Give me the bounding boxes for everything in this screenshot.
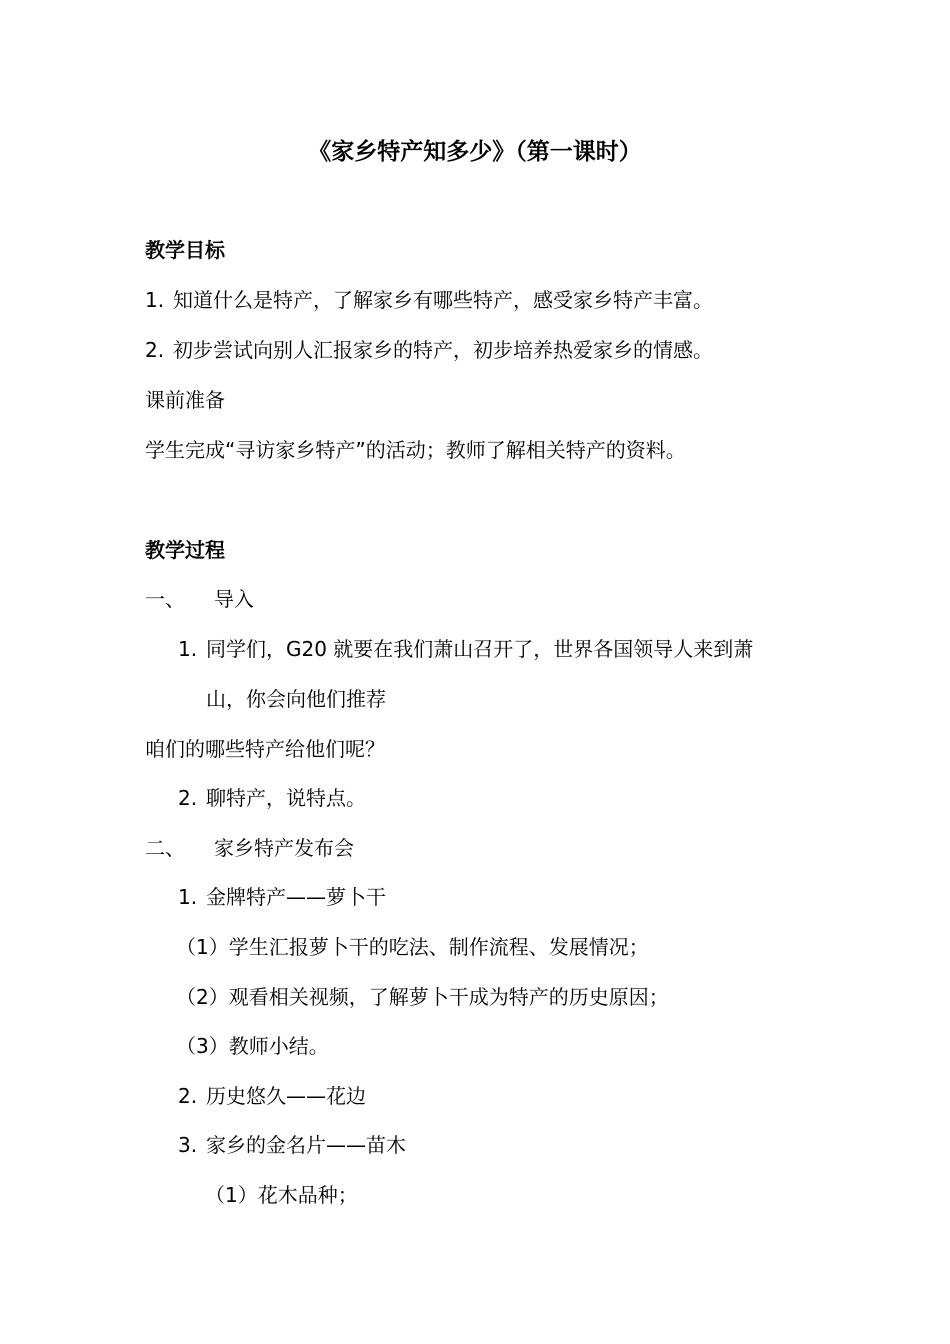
section-label: 导入: [214, 587, 254, 611]
section-2-item-1-sub-3: [176, 1034, 329, 1058]
item-number: 2.: [178, 1084, 198, 1108]
item-number: 1.: [178, 885, 198, 909]
section-number: 二、: [145, 836, 185, 860]
section-2-item-1-sub-1: [176, 935, 649, 959]
item-text: 同学们，G20 就要在我们萧山召开了，世界各国领导人来到萧: [206, 637, 754, 661]
document-title: 《家乡特产知多少》（第一课时）: [308, 139, 642, 165]
goal-item-text: 初步尝试向别人汇报家乡的特产，初步培养热爱家乡的情感。: [173, 338, 713, 362]
goal-item-2: [145, 338, 713, 362]
section-2-item-1: [178, 885, 386, 909]
sub-item-text: 学生汇报萝卜干的吃法、制作流程、发展情况；: [228, 935, 649, 959]
goal-item-1: [145, 288, 713, 312]
section-label: 家乡特产发布会: [214, 836, 354, 860]
sub-item-text: 观看相关视频，了解萝卜干成为特产的历史原因；: [228, 985, 669, 1009]
section-2-heading: [145, 836, 354, 860]
item-text: 家乡的金名片——苗木: [206, 1133, 406, 1157]
section-1-item-1: [178, 637, 753, 661]
section-1-item-2: [178, 786, 366, 810]
prep-text: 学生完成“寻访家乡特产”的活动；教师了解相关特产的资料。: [145, 438, 686, 462]
sub-item-number: （3）: [176, 1034, 229, 1058]
section-1-heading: [145, 587, 254, 611]
process-heading: 教学过程: [145, 538, 225, 562]
item-number: 3.: [178, 1133, 198, 1157]
sub-item-number: （1）: [176, 935, 229, 959]
section-2-item-1-sub-2: [176, 985, 669, 1009]
item-number: 2.: [178, 786, 198, 810]
goal-item-number: 1.: [145, 288, 165, 312]
section-1-item-1-continuation-2: 咱们的哪些特产给他们呢？: [145, 737, 385, 761]
goal-item-number: 2.: [145, 338, 165, 362]
section-2-item-2: [178, 1084, 366, 1108]
item-text: 历史悠久——花边: [206, 1084, 366, 1108]
section-1-item-1-continuation: 山，你会向他们推荐: [206, 687, 386, 711]
goals-heading: 教学目标: [145, 238, 225, 262]
item-text: 金牌特产——萝卜干: [206, 885, 386, 909]
section-number: 一、: [145, 587, 185, 611]
sub-item-text: 教师小结。: [228, 1034, 329, 1058]
item-text: 聊特产，说特点。: [206, 786, 366, 810]
sub-item-text: 花木品种；: [257, 1183, 358, 1207]
goal-item-text: 知道什么是特产，了解家乡有哪些特产，感受家乡特产丰富。: [173, 288, 713, 312]
sub-item-number: （2）: [176, 985, 229, 1009]
item-number: 1.: [178, 637, 198, 661]
sub-item-number: （1）: [205, 1183, 258, 1207]
prep-heading: 课前准备: [145, 388, 225, 412]
section-2-item-3-sub-1: [205, 1183, 358, 1207]
section-2-item-3: [178, 1133, 406, 1157]
